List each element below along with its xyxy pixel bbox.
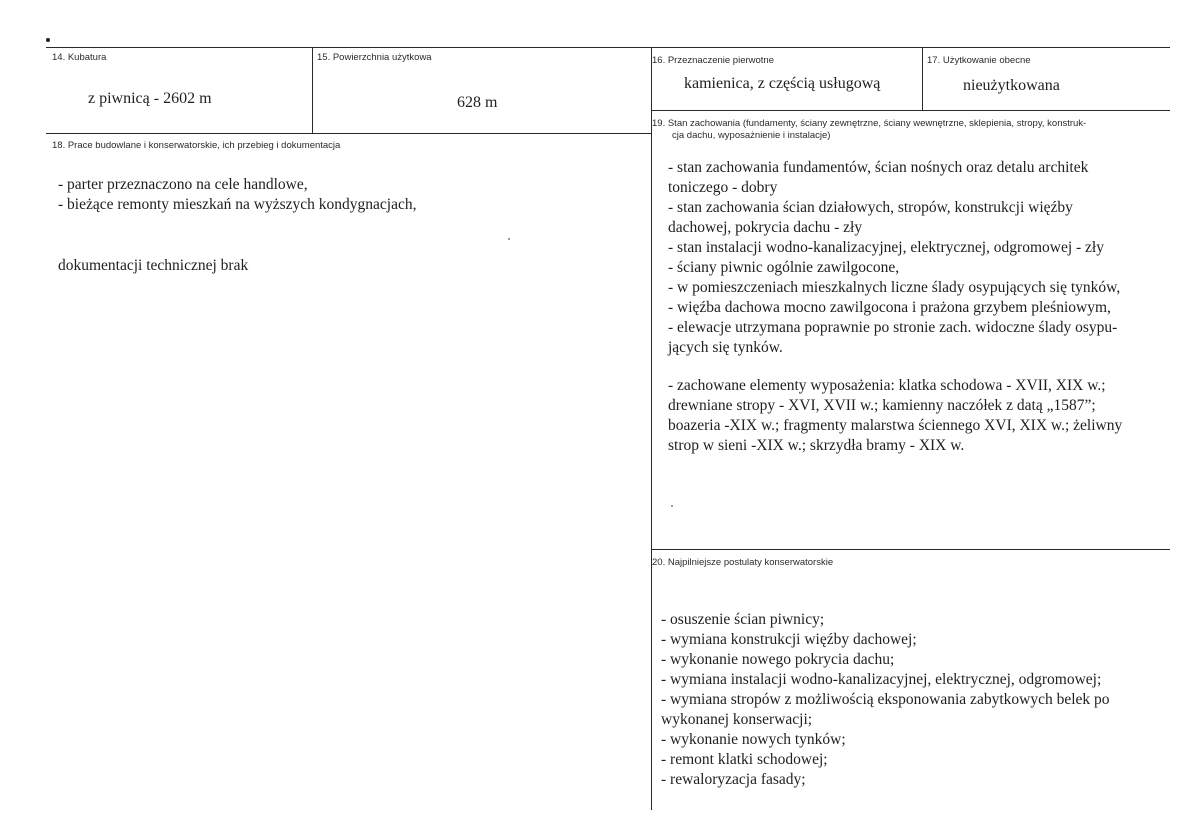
field19-line: - stan zachowania fundamentów, ścian nośnych oraz detalu architek (668, 159, 1089, 176)
field20-line: - rewaloryzacja fasady; (661, 771, 806, 788)
scan-speck (508, 238, 510, 240)
field19-line: - więźba dachowa mocno zawilgocona i prażona grzybem pleśniowym, (668, 299, 1111, 316)
scan-speck (671, 505, 673, 507)
field14-label: 14. Kubatura (52, 52, 107, 63)
field19-text (668, 158, 1120, 358)
field20-label: 20. Najpilniejsze postulaty konserwatorskie (652, 557, 834, 568)
field16-value: kamienica, z częścią usługową (684, 75, 881, 92)
field15-label: 15. Powierzchnia użytkowa (317, 52, 432, 63)
field19-line: drewniane stropy - XVI, XVII w.; kamienny naczółek z datą „1587”; (668, 397, 1096, 414)
field18-note: dokumentacji technicznej brak (58, 257, 249, 274)
center-divider (651, 47, 652, 810)
field19-line: toniczego - dobry (668, 179, 778, 196)
field16-label: 16. Przeznaczenie pierwotne (652, 55, 774, 66)
top-border (46, 47, 1170, 48)
field19-line: boazeria -XIX w.; fragmenty malarstwa ściennego XVI, XIX w.; żeliwny (668, 417, 1123, 434)
field15-value: 628 m (457, 94, 498, 111)
field20-line: - wykonanie nowego pokrycia dachu; (661, 651, 895, 668)
field19-line: dachowej, pokrycia dachu - zły (668, 219, 863, 236)
field20-line: - wymiana stropów z możliwością eksponowania zabytkowych belek po (661, 691, 1110, 708)
field20-line: - wykonanie nowych tynków; (661, 731, 846, 748)
field18-line: - bieżące remonty mieszkań na wyższych kondygnacjach, (58, 196, 417, 213)
field20-line: - wymiana instalacji wodno-kanalizacyjnej, elektrycznej, odgromowej; (661, 671, 1102, 688)
field19-line: jących się tynków. (668, 339, 783, 356)
field19-label-line1: 19. Stan zachowania (fundamenty, ściany zewnętrzne, ściany wewnętrzne, sklepienia, stropy, konstruk- (652, 118, 1087, 129)
field18-label: 18. Prace budowlane i konserwatorskie, ich przebieg i dokumentacja (52, 140, 341, 151)
field19-line: - w pomieszczeniach mieszkalnych liczne ślady osypujących się tynków, (668, 279, 1121, 296)
field19-line: - ściany piwnic ogólnie zawilgocone, (668, 259, 900, 276)
field19-line: strop w sieni -XIX w.; skrzydła bramy - XIX w. (668, 437, 965, 454)
field19-line: - stan zachowania ścian działowych, stropów, konstrukcji więźby (668, 199, 1073, 216)
divider-14-15 (312, 47, 313, 133)
field20-line: wykonanej konserwacji; (661, 711, 813, 728)
field20-top-border (651, 549, 1170, 550)
field17-label: 17. Użytkowanie obecne (927, 55, 1031, 66)
divider-16-17 (922, 47, 923, 110)
field20-line: - remont klatki schodowej; (661, 751, 828, 768)
field20-line: - osuszenie ścian piwnicy; (661, 611, 825, 628)
corner-mark (46, 38, 50, 42)
field18-text (58, 175, 417, 215)
field19-line: - stan instalacji wodno-kanalizacyjnej, elektrycznej, odgromowej - zły (668, 239, 1104, 256)
field14-value: z piwnicą - 2602 m (88, 90, 212, 107)
field17-value: nieużytkowana (963, 77, 1060, 94)
field20-line: - wymiana konstrukcji więźby dachowej; (661, 631, 917, 648)
field19-label-line2: cja dachu, wyposażnienie i instalacje) (672, 130, 831, 141)
field19-line: - elewacje utrzymana poprawnie po stronie zach. widoczne ślady osypu- (668, 319, 1118, 336)
field18-line: - parter przeznaczono na cele handlowe, (58, 176, 308, 193)
row1-bottom-right (651, 110, 1170, 111)
field19-text-furnishings (668, 376, 1122, 456)
field19-line: - zachowane elementy wyposażenia: klatka schodowa - XVII, XIX w.; (668, 377, 1106, 394)
field20-text (661, 610, 1110, 790)
row1-bottom-left (46, 133, 651, 134)
